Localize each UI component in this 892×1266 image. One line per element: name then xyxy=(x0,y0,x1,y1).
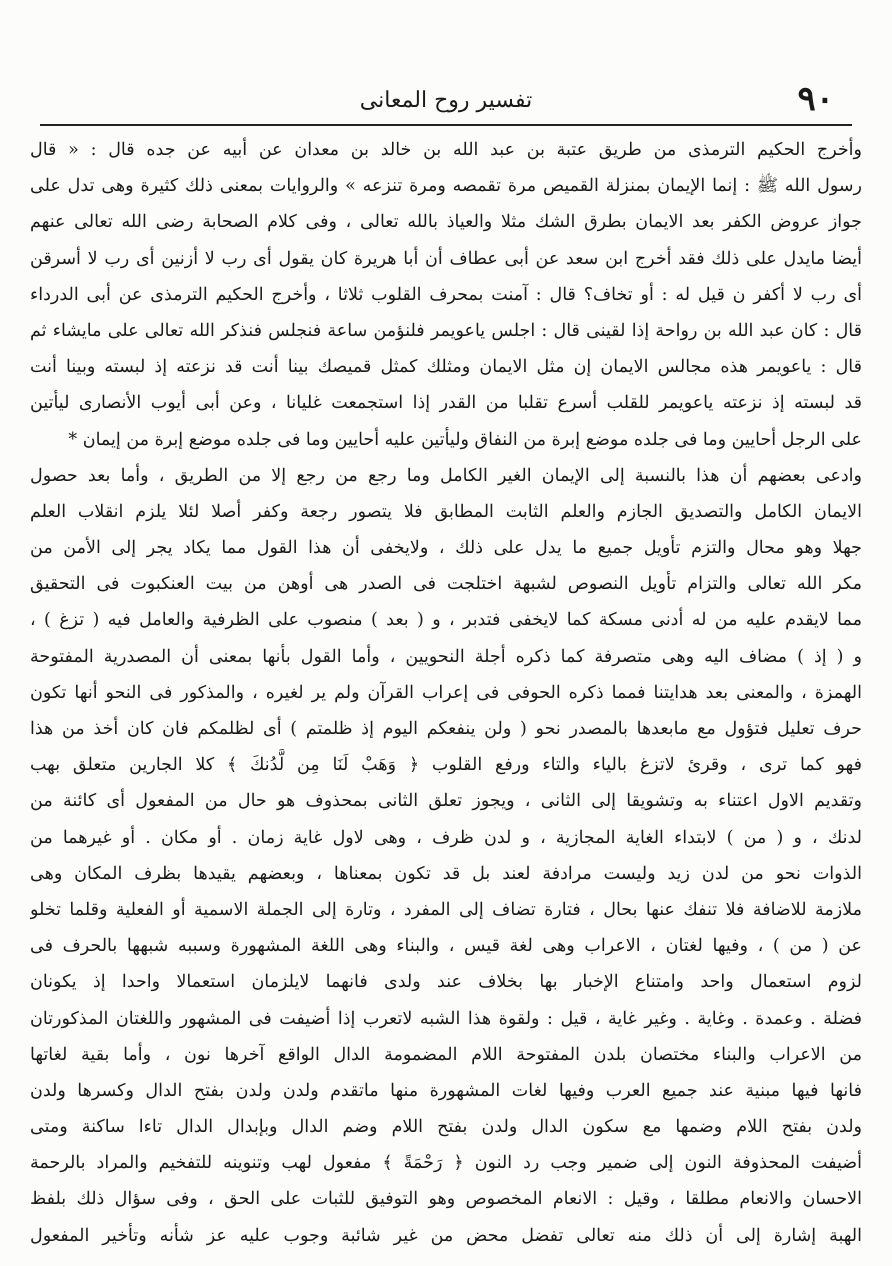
text-line: جهلا وهو محال والتزم تأويل جميع ما يدل على ذلك ، ولايخفى أن هذا القول مما يكاد يجر إلى الأمن من xyxy=(30,538,862,559)
text-line: وتقديم الاول اعتناء به وتشويقا إلى الثانى ، ويجوز تعلق الثانى بمحذوف هو حال من المفعول أى كائنة من xyxy=(30,791,862,812)
text-line: قال : كان عبد الله بن رواحة إذا لقينى قال : اجلس ياعويمر فلنؤمن ساعة فنجلس فنذكر الله تعالى على مايشاء ثم xyxy=(30,320,862,341)
page-number: ٩٠ xyxy=(797,79,834,119)
text-line: وأخرج الحكيم الترمذى من طريق عتبة بن عبد الله بن خالد بن معدان عن أبيه عن جده قال : « قال xyxy=(30,140,862,160)
text-line: من الاعراب والبناء مختصان بلدن المفتوحة اللام المضمومة الدال الواقع آخرها نون ، وأما بقية لغاتها xyxy=(30,1044,862,1065)
text-line: فضلة . وعمدة . وغاية . وغير غاية ، قيل : ولقوة هذا الشبه لاتعرب إذا أضيفت فى المشهور واللغتان المذكورتان xyxy=(30,1008,862,1029)
text-line: الهبة إشارة إلى أن ذلك منه تعالى تفضل محض من غير شائبة وجوب عليه عز شأنه وتأخير المفعول xyxy=(30,1225,862,1246)
text-line: أيضا مايدل على ذلك فقد أخرج ابن سعد عن أبى عطاف أن أبا هريرة كان يقول أى رب لا أزنين أى رب لا أسرقن xyxy=(30,248,862,269)
text-line: قد لبسته إذ نزعته ياعويمر للقلب أسرع تقلبا من القدر إذا استجمعت غليانا ، وعن أبى أيوب الأنصارى ليأتين xyxy=(30,393,862,414)
text-line: أى رب لا أكفر ن قيل له : أو تخاف؟ قال : آمنت بمحرف القلوب ثلاثا ، وأخرج الحكيم الترمذى عن أبى الدرداء xyxy=(30,284,862,305)
body-text xyxy=(30,134,862,1256)
text-line: عن ( من ) ، وفيها لغتان ، الاعراب وهى لغة قيس ، والبناء وهى اللغة المشهورة وسببه شبهها بالحرف فى xyxy=(30,936,862,957)
text-line: الذوات نحو من لدن زيد ولیست مرادفة لعند بل قد تكون بمعناها ، وبعضهم يقيدها بظرف المكان وهى xyxy=(30,863,862,884)
text-line: جواز عروض الكفر بعد الايمان بطرق الشك مثلا والعياذ بالله تعالى ، وفى كلام الصحابة رضى الله تعالى عنهم xyxy=(30,212,862,233)
text-line: الاحسان والانعام مطلقا ، وقيل : الانعام المخصوص وهو التوفيق للثبات على الحق ، وفى سؤال ذلك بلفظ xyxy=(30,1189,862,1210)
text-line: و ( إذ ) مضاف اليه وهى متصرفة كما ذكره أجلة النحويين ، وأما القول بأنها بمعنى أن المصدرية المفتوحة xyxy=(30,646,862,667)
text-line: قال : ياعويمر هذه مجالس الايمان إن مثل الايمان ومثلك كمثل قميصك بينا أنت قد نزعته إذ لبسته وبينا أنت xyxy=(30,357,862,378)
text-line: رسول الله ﷺ : إنما الإيمان بمنزلة القميص مرة تقمصه ومرة تنزعه » والروايات بمعنى ذلك كثيرة وهى تدل على xyxy=(30,176,862,197)
text-line: ولدن بفتح اللام وضمها مع سكون الدال ولدن بفتح اللام وضم الدال وبإبدال الدال تاءا ساكنة ومتى xyxy=(30,1117,862,1138)
text-line: فانها فيها مبنية عند جميع العرب وفيها لغات المشهورة منها ماتقدم ولدن ولدن بفتح الدال وكسرها ولدن xyxy=(30,1080,862,1101)
text-line: أضيفت المحذوفة النون إلى ضمير وجب رد النون ﴿ رَحْمَةً ﴾ مفعول لهب وتنوينه للتفخيم والمراد بالرحمة xyxy=(30,1153,862,1174)
text-line: مما لايقدم عليه من له أدنى مسكة كما لايخفى فتدبر ، و ( بعد ) منصوب على الظرفية والعامل فيه ( تزغ ) ، xyxy=(30,610,862,631)
text-line: حرف تعليل فتؤول مع مابعدها بالمصدر نحو ( ولن ينفعكم اليوم إذ ظلمتم ) أى لظلمكم فان كان أخذ من هذا xyxy=(30,719,862,739)
text-line: وادعى بعضهم أن هذا بالنسبة إلى الإيمان الغير الكامل وما رجع من رجع إلا من الطريق ، وأما بعد حصول xyxy=(30,465,862,486)
running-title: تفسير روح المعانى xyxy=(359,88,533,113)
text-line: لزوم استعمال واحد وامتناع الإخبار بها بخلاف عند ولدى فانهما لايلزمان استعمالا واحدا إذ يكونان xyxy=(30,972,862,993)
text-line: فهو كما ترى ، وقرئ لاتزغ بالياء والتاء ورفع القلوب ﴿ وَهَبْ لَنَا مِن لَّدُنكَ ﴾ كلا الجارين متعلق بهب xyxy=(30,755,862,776)
text-line: ملازمة للاضافة فلا تنفك عنها بحال ، فتارة تضاف إلى المفرد ، وتارة إلى الجملة الاسمية أو الفعلية وقلما تخلو xyxy=(30,899,862,920)
page-header xyxy=(40,76,852,126)
text-line: الايمان الكامل والتصديق الجازم والعلم الثابت المطابق فلا يتصور رجعة وكفر أصلا لئلا يلزم انقلاب العلم xyxy=(30,501,862,522)
text-line: مكر الله تعالى والتزام تأويل النصوص لشبهة اختلجت فى الصدر هى أوهن من بيت العنكبوت فى التحقيق xyxy=(30,574,862,595)
text-line: على الرجل أحايين وما فى جلده موضع إبرة من النفاق وليأتين عليه أحايين وما فى جلده موضع إبرة من إيمان * xyxy=(68,429,862,450)
text-line: الهمزة ، والمعنى بعد هدايتنا فمما ذكره الحوفى فى إعراب القرآن ولم ير لغيره ، والمذكور فى النحو أنها تكون xyxy=(30,682,862,703)
text-line: لدنك ، و ( من ) لابتداء الغاية المجازية ، و لدن ظرف ، وهى لاول غاية زمان . أو مكان . أو غيرهما من xyxy=(30,827,862,848)
